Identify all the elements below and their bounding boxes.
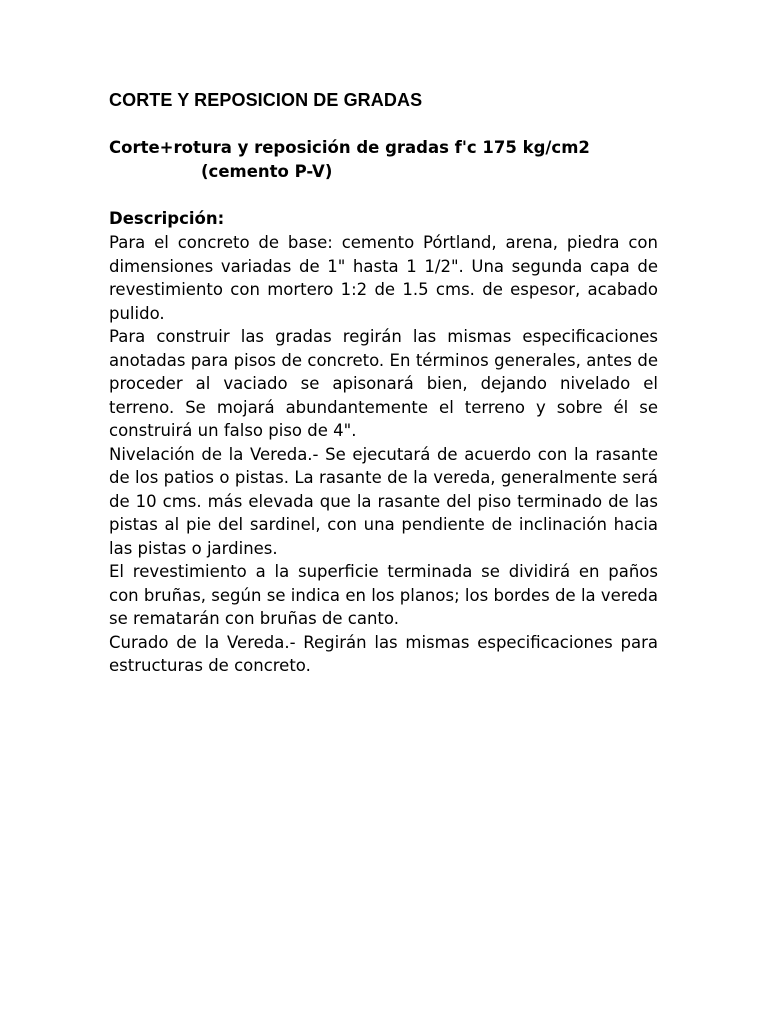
- paragraph-concreto-base: Para el concreto de base: cemento Pórtland, arena, piedra con dimensiones variadas de 1" hasta 1 1/2". Una segunda capa de revestimiento con mortero 1:2 de 1.5 cms. de espesor, acabado pulido.: [109, 233, 658, 323]
- section-heading-descripcion: Descripción:: [109, 209, 225, 228]
- subtitle-line-1: Corte+rotura y reposición de gradas f'c 175 kg/cm2: [109, 138, 590, 157]
- paragraph-revestimiento: El revestimiento a la superficie terminada se dividirá en paños con bruñas, según se indica en los planos; los bordes de la vereda se rematarán con bruñas de canto.: [109, 562, 658, 628]
- subtitle-line-2: (cemento P-V): [201, 162, 333, 181]
- paragraph-nivelacion-vereda: Nivelación de la Vereda.- Se ejecutará de acuerdo con la rasante de los patios o pistas. La rasante de la vereda, generalmente será de 10 cms. más elevada que la rasante del piso terminado de las pistas al pie del sardinel, con una pendiente de inclinación hacia las pistas o jardines.: [109, 444, 658, 558]
- document-title: CORTE Y REPOSICION DE GRADAS: [109, 90, 423, 110]
- document-subtitle: [109, 136, 658, 184]
- paragraph-construir-gradas: Para construir las gradas regirán las mismas especificaciones anotadas para pisos de concreto. En términos generales, antes de proceder al vaciado se apisonará bien, dejando nivelado el terreno. Se mojará abundantemente el terreno y sobre él se construirá un falso piso de 4".: [109, 327, 658, 440]
- paragraph-curado-vereda: Curado de la Vereda.- Regirán las mismas especificaciones para estructuras de concreto.: [109, 632, 658, 675]
- document-page: [109, 88, 658, 678]
